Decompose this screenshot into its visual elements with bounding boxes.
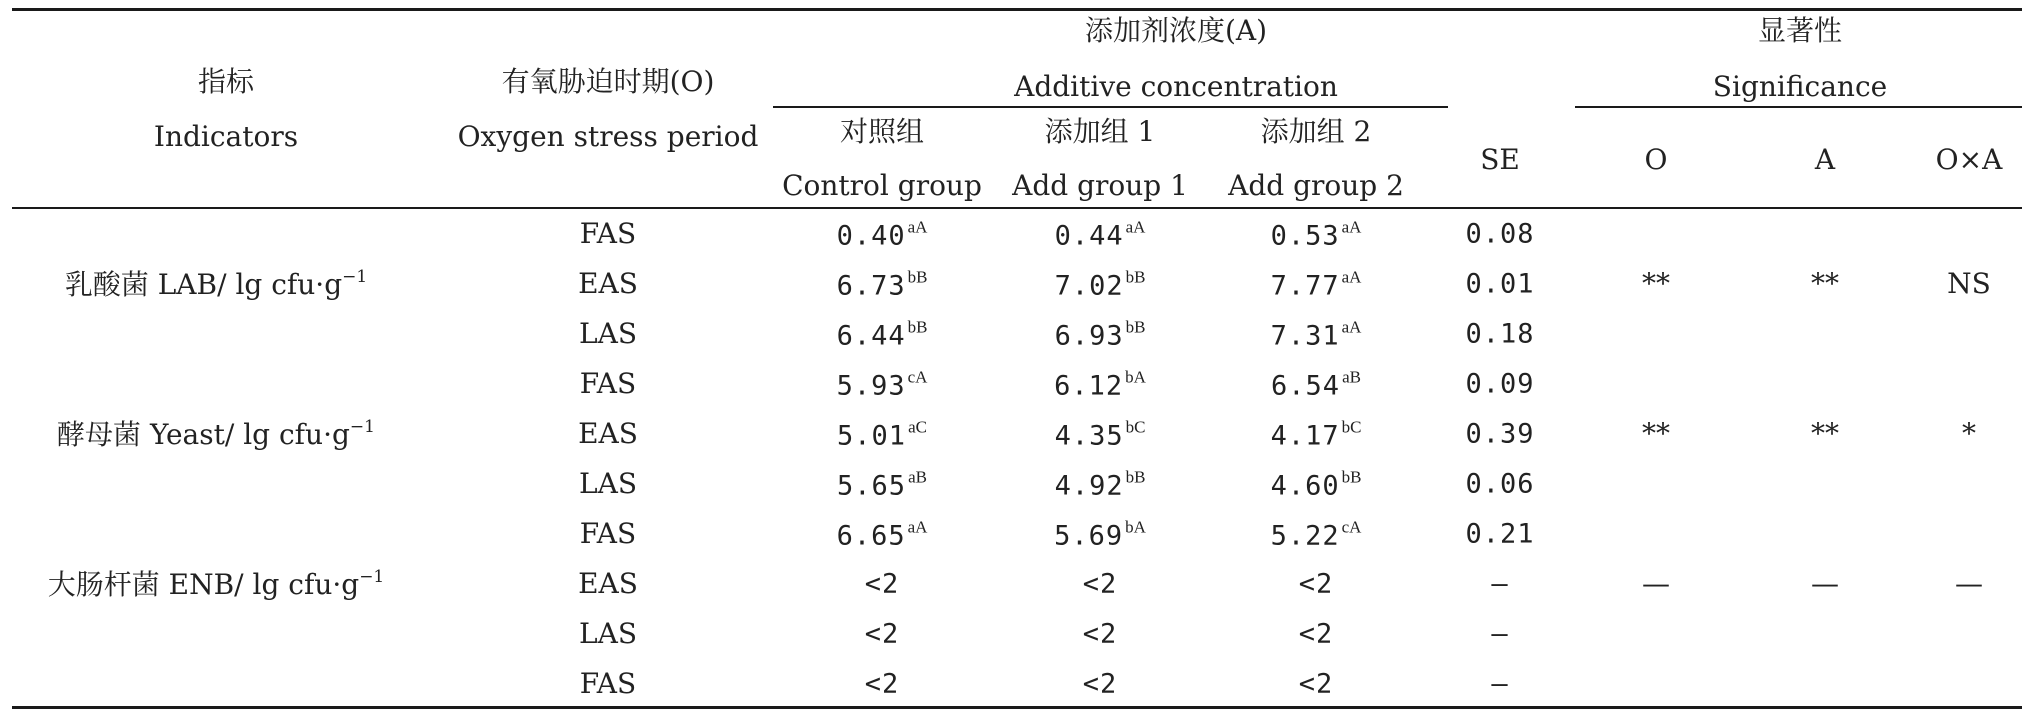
value-c-letters: aA: [907, 517, 928, 537]
value-a2: 4.17: [1270, 420, 1340, 452]
se-value: —: [1491, 668, 1509, 700]
period-cell: [578, 417, 638, 450]
indicator-cell: [48, 569, 385, 599]
period-label: FAS: [579, 517, 637, 550]
value-cell-c: [864, 618, 900, 650]
indicator-cell: [57, 419, 375, 449]
header-add2-en: Add group 2: [1228, 169, 1404, 202]
value-cell-a2: [1271, 219, 1362, 250]
value-a1: 0.44: [1054, 220, 1124, 252]
value-cell-a2: [1271, 519, 1362, 550]
value-a2: 5.22: [1270, 520, 1340, 552]
period-label: FAS: [579, 667, 637, 700]
period-label: EAS: [578, 417, 638, 450]
value-cell-c: [837, 419, 927, 450]
value-a2: 4.60: [1270, 470, 1340, 502]
value-a2-letters: cA: [1341, 517, 1362, 537]
value-a2: 7.77: [1270, 270, 1340, 302]
se-value: 0.06: [1465, 468, 1535, 500]
sig-a-cell: [1811, 417, 1839, 450]
sig-oa-cell: [1947, 267, 1991, 300]
sig-oa-cell: [1962, 417, 1976, 450]
se-value: 0.18: [1465, 318, 1535, 350]
value-a1-letters: bB: [1125, 267, 1146, 287]
header-add2-cn: 添加组 2: [1260, 115, 1372, 148]
value-a2: <2: [1298, 568, 1334, 600]
header-period-cn: 有氧胁迫时期(O): [501, 65, 715, 98]
sig-a-value: —: [1811, 567, 1839, 600]
period-label: FAS: [579, 217, 637, 250]
value-cell-c: [864, 568, 900, 600]
header-control-cn: 对照组: [839, 115, 925, 148]
header-control-en: Control group: [782, 169, 982, 202]
bottom-rule: [12, 706, 2022, 709]
top-rule: [12, 8, 2022, 11]
sig-a-value: **: [1811, 267, 1839, 300]
value-cell-c: [864, 668, 900, 700]
value-c: 6.44: [836, 320, 906, 352]
value-a2-letters: aA: [1341, 267, 1362, 287]
value-cell-c: [837, 319, 928, 350]
sig-oa-value: *: [1962, 417, 1976, 450]
sig-o-value: **: [1642, 417, 1670, 450]
value-cell-a1: [1082, 668, 1118, 700]
value-cell-a2: [1298, 618, 1334, 650]
value-cell-a2: [1271, 419, 1362, 450]
value-c: 5.01: [837, 420, 907, 452]
se-cell: [1465, 418, 1535, 450]
value-cell-a2: [1271, 369, 1361, 400]
header-indicator-cn: 指标: [197, 65, 255, 98]
period-cell: [579, 217, 637, 250]
value-cell-a2: [1271, 269, 1362, 300]
value-c: <2: [864, 668, 900, 700]
value-a1-letters: bC: [1125, 417, 1146, 437]
period-cell: [579, 667, 637, 700]
value-a2-letters: bC: [1341, 417, 1362, 437]
sig-a-value: **: [1811, 417, 1839, 450]
period-label: LAS: [579, 467, 637, 500]
value-a1-letters: bA: [1125, 367, 1146, 387]
value-cell-a2: [1271, 469, 1362, 500]
period-cell: [579, 367, 637, 400]
se-value: 0.21: [1465, 518, 1535, 550]
header-period-en: Oxygen stress period: [457, 120, 759, 153]
indicator-unit-exponent: −1: [359, 567, 385, 587]
period-cell: [579, 517, 637, 550]
sig-o-cell: [1642, 267, 1670, 300]
value-c: <2: [864, 618, 900, 650]
sig-o-value: —: [1642, 567, 1670, 600]
period-label: LAS: [579, 317, 637, 350]
indicator-unit-exponent: −1: [349, 417, 375, 437]
value-c-letters: bB: [907, 317, 928, 337]
se-value: 0.09: [1465, 368, 1535, 400]
sig-o-cell: [1642, 417, 1670, 450]
value-c: 6.65: [836, 520, 906, 552]
value-cell-a2: [1298, 568, 1334, 600]
value-a1-letters: bA: [1125, 517, 1146, 537]
value-cell-a1: [1055, 419, 1146, 450]
value-cell-a1: [1082, 618, 1118, 650]
se-cell: [1465, 318, 1535, 350]
period-label: EAS: [578, 267, 638, 300]
sig-oa-value: NS: [1947, 267, 1991, 300]
value-a1-letters: bB: [1125, 467, 1146, 487]
se-cell: [1465, 518, 1535, 550]
sig-oa-cell: [1955, 567, 1983, 600]
significance-underline: [1575, 106, 2022, 108]
value-a2-letters: aA: [1341, 217, 1362, 237]
value-c: 5.93: [836, 370, 906, 402]
sig-oa-value: —: [1955, 567, 1983, 600]
value-a2-letters: bB: [1341, 467, 1362, 487]
value-a2-letters: aA: [1341, 317, 1362, 337]
value-a1: 7.02: [1054, 270, 1124, 302]
indicator-label: 酵母菌 Yeast/ lg cfu·g: [57, 418, 350, 451]
value-c-letters: cA: [907, 367, 928, 387]
value-cell-c: [837, 519, 928, 550]
additive-underline: [773, 106, 1448, 108]
indicator-unit-exponent: −1: [342, 267, 368, 287]
se-cell: [1465, 268, 1535, 300]
se-value: 0.39: [1465, 418, 1535, 450]
se-value: —: [1491, 618, 1509, 650]
value-c: <2: [864, 568, 900, 600]
value-a1: 4.92: [1054, 470, 1124, 502]
header-add1-en: Add group 1: [1012, 169, 1188, 202]
indicator-label: 大肠杆菌 ENB/ lg cfu·g: [47, 568, 360, 601]
value-c-letters: bB: [907, 267, 928, 287]
header-add1-cn: 添加组 1: [1044, 115, 1156, 148]
header-additive-en: Additive concentration: [1014, 70, 1338, 103]
se-cell: [1491, 618, 1509, 650]
value-cell-a1: [1055, 469, 1146, 500]
sig-a-cell: [1811, 567, 1839, 600]
header-se: SE: [1480, 143, 1520, 176]
header-sig-a: A: [1814, 143, 1836, 176]
value-a2: 0.53: [1270, 220, 1340, 252]
se-cell: [1465, 468, 1535, 500]
header-sig-o: O: [1644, 143, 1668, 176]
value-a1-letters: aA: [1125, 217, 1146, 237]
period-label: EAS: [578, 567, 638, 600]
se-cell: [1465, 368, 1535, 400]
period-label: LAS: [579, 617, 637, 650]
value-cell-c: [837, 369, 928, 400]
value-cell-a1: [1054, 369, 1146, 400]
value-cell-a1: [1082, 568, 1118, 600]
value-a2: <2: [1298, 618, 1334, 650]
value-a1: 6.12: [1054, 370, 1124, 402]
sig-a-cell: [1811, 267, 1839, 300]
sig-o-value: **: [1642, 267, 1670, 300]
value-a1: 4.35: [1054, 420, 1124, 452]
header-bottom-rule: [12, 207, 2022, 209]
indicator-cell: [65, 269, 367, 299]
header-additive-cn: 添加剂浓度(A): [1084, 14, 1268, 47]
value-a1: <2: [1082, 618, 1118, 650]
value-cell-a1: [1055, 219, 1146, 250]
period-cell: [578, 267, 638, 300]
se-value: 0.08: [1465, 218, 1535, 250]
value-c: 5.65: [837, 470, 907, 502]
value-a1: 6.93: [1054, 320, 1124, 352]
value-a2: 6.54: [1271, 370, 1341, 402]
value-a1: 5.69: [1054, 520, 1124, 552]
value-cell-a1: [1054, 519, 1146, 550]
header-sig-oa: O×A: [1935, 143, 2003, 176]
se-cell: [1491, 568, 1509, 600]
se-cell: [1465, 218, 1535, 250]
value-a2-letters: aB: [1342, 367, 1361, 387]
period-label: FAS: [579, 367, 637, 400]
se-value: —: [1491, 568, 1509, 600]
value-cell-a1: [1055, 269, 1146, 300]
value-cell-a2: [1271, 319, 1362, 350]
value-c: 0.40: [836, 220, 906, 252]
sig-o-cell: [1642, 567, 1670, 600]
value-cell-c: [837, 219, 928, 250]
value-c-letters: aC: [908, 417, 927, 437]
value-a1: <2: [1082, 668, 1118, 700]
value-cell-a2: [1298, 668, 1334, 700]
value-cell-a1: [1055, 319, 1146, 350]
header-indicator-en: Indicators: [153, 120, 299, 153]
value-cell-c: [837, 469, 927, 500]
period-cell: [579, 617, 637, 650]
period-cell: [578, 567, 638, 600]
se-value: 0.01: [1465, 268, 1535, 300]
value-a2: <2: [1298, 668, 1334, 700]
value-c-letters: aA: [907, 217, 928, 237]
value-c-letters: aB: [908, 467, 927, 487]
value-a1: <2: [1082, 568, 1118, 600]
period-cell: [579, 467, 637, 500]
header-significance-cn: 显著性: [1757, 14, 1843, 47]
period-cell: [579, 317, 637, 350]
value-a1-letters: bB: [1125, 317, 1146, 337]
value-cell-c: [837, 269, 928, 300]
value-a2: 7.31: [1270, 320, 1340, 352]
indicator-label: 乳酸菌 LAB/ lg cfu·g: [64, 268, 343, 301]
header-significance-en: Significance: [1712, 70, 1888, 103]
se-cell: [1491, 668, 1509, 700]
value-c: 6.73: [836, 270, 906, 302]
